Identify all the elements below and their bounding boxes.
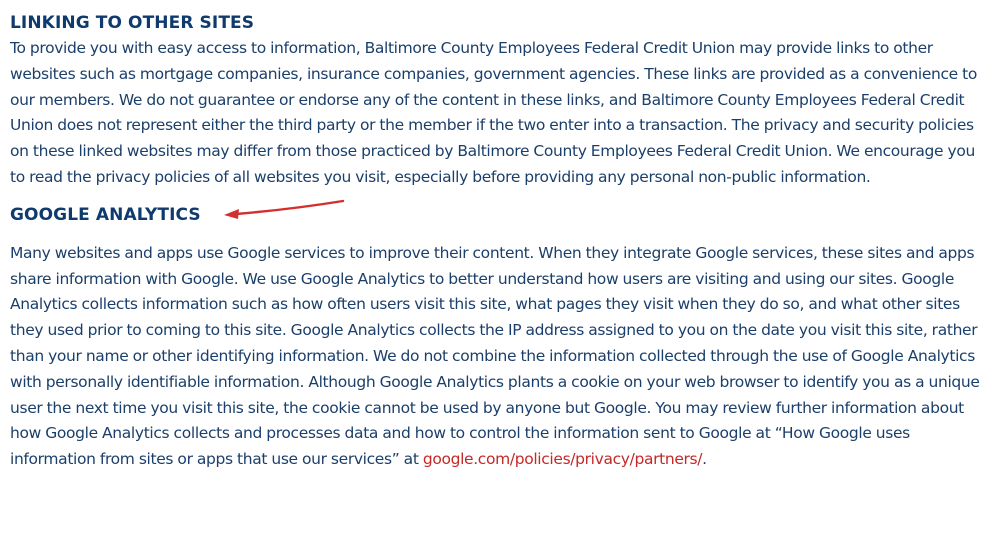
section-heading-google-analytics: GOOGLE ANALYTICS <box>10 204 201 225</box>
google-analytics-body-trailing: . <box>702 450 707 469</box>
google-analytics-body-text: Many websites and apps use Google services to improve their content. When they integrate Google services, these sites and apps share information with Google. We use Google Analytics to better understand how users are visiting and using our sites. Google Analytics collects information such as how often users visit this site, what pages they visit when they do so, and what other sites they used prior to coming to this site. Google Analytics collects the IP address assigned to you on the date you visit this site, rather than your name or other identifying information. We do not combine the information collected through the use of Google Analytics with personally identifiable information. Although Google Analytics plants a cookie on your web browser to identify you as a unique user the next time you visit this site, the cookie cannot be used by anyone but Google. You may review further information about how Google Analytics collects and processes data and how to control the information sent to Google at “How Google uses information from sites or apps that use our services” at <box>10 243 980 469</box>
policy-page <box>10 10 992 473</box>
section-body-linking: To provide you with easy access to information, Baltimore County Employees Federal Credit Union may provide links to other websites such as mortgage companies, insurance companies, government agencies. These links are provided as a convenience to our members. We do not guarantee or endorse any of the content in these links, and Baltimore County Employees Federal Credit Union does not represent either the third party or the member if the two enter into a transaction. The privacy and security policies on these linked websites may differ from those practiced by Baltimore County Employees Federal Credit Union. We encourage you to read the privacy policies of all websites you visit, especially before providing any personal non-public information. <box>10 39 977 186</box>
google-partners-link[interactable]: google.com/policies/privacy/partners/ <box>422 450 703 469</box>
red-arrow-icon <box>222 196 352 222</box>
section-heading-linking: LINKING TO OTHER SITES <box>10 13 255 33</box>
section-google-analytics <box>10 202 992 473</box>
section-linking-to-other-sites <box>10 10 992 191</box>
google-analytics-heading-row <box>10 202 992 228</box>
section-body-google-analytics <box>10 241 992 473</box>
